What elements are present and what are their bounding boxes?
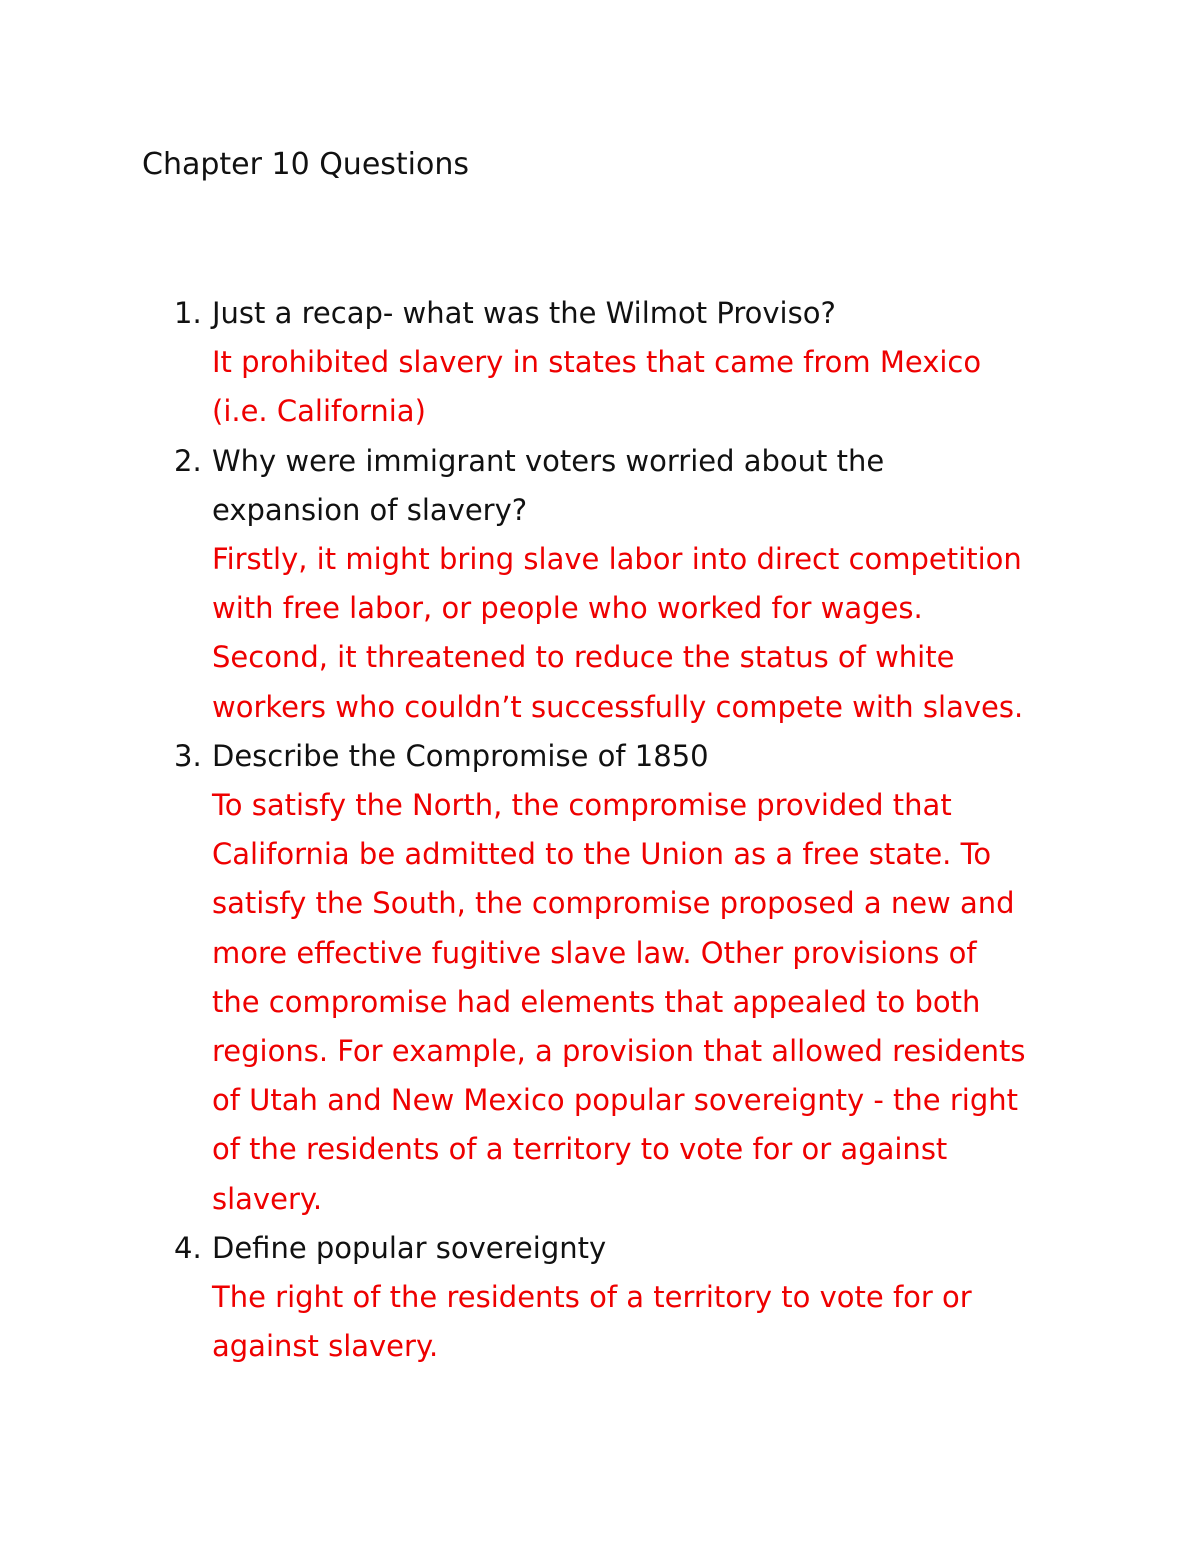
- question-item-4: [142, 1224, 1102, 1372]
- question-line: Why were immigrant voters worried about the: [212, 443, 885, 478]
- answer-line: against slavery.: [212, 1329, 439, 1364]
- answer-text: [212, 338, 1102, 436]
- question-number: 1.: [174, 296, 202, 330]
- question-item-3: [142, 732, 1102, 1224]
- question-line: Describe the Compromise of 1850: [212, 738, 709, 773]
- answer-line: It prohibited slavery in states that came from Mexico: [212, 345, 982, 380]
- answer-line: the compromise had elements that appealed to both: [212, 984, 981, 1019]
- question-line: expansion of slavery?: [212, 492, 528, 527]
- document-title: Chapter 10 Questions: [142, 147, 469, 182]
- question-list: [142, 289, 1102, 1371]
- answer-line: slavery.: [212, 1181, 323, 1216]
- question-line: Just a recap- what was the Wilmot Proviso?: [212, 296, 836, 330]
- question-number: 4.: [174, 1230, 202, 1265]
- question-text: [212, 1224, 1102, 1273]
- answer-line: of the residents of a territory to vote for or against: [212, 1132, 948, 1167]
- question-number: 3.: [174, 738, 202, 773]
- question-text: [212, 732, 1102, 781]
- answer-line: satisfy the South, the compromise proposed a new and: [212, 886, 1015, 921]
- answer-text: [212, 535, 1102, 732]
- question-text: [212, 437, 1102, 535]
- question-line: Define popular sovereignty: [212, 1230, 607, 1265]
- question-number: 2.: [174, 443, 202, 478]
- question-item-1: [142, 289, 1102, 437]
- answer-text: [212, 781, 1102, 1224]
- answer-line: (i.e. California): [212, 394, 426, 429]
- answer-line: To satisfy the North, the compromise provided that: [212, 788, 952, 823]
- answer-line: with free labor, or people who worked for wages.: [212, 591, 923, 626]
- answer-line: Second, it threatened to reduce the status of white: [212, 640, 955, 675]
- answer-line: more effective fugitive slave law. Other provisions of: [212, 935, 977, 970]
- answer-line: Firstly, it might bring slave labor into direct competition: [212, 542, 1022, 577]
- question-text: [212, 289, 1102, 338]
- answer-line: The right of the residents of a territory to vote for or: [212, 1280, 972, 1315]
- answer-line: of Utah and New Mexico popular sovereignty - the right: [212, 1083, 1018, 1118]
- answer-line: regions. For example, a provision that allowed residents: [212, 1034, 1026, 1069]
- question-item-2: [142, 437, 1102, 732]
- answer-line: California be admitted to the Union as a free state. To: [212, 837, 992, 872]
- answer-line: workers who couldn’t successfully compete with slaves.: [212, 689, 1024, 724]
- answer-text: [212, 1273, 1102, 1371]
